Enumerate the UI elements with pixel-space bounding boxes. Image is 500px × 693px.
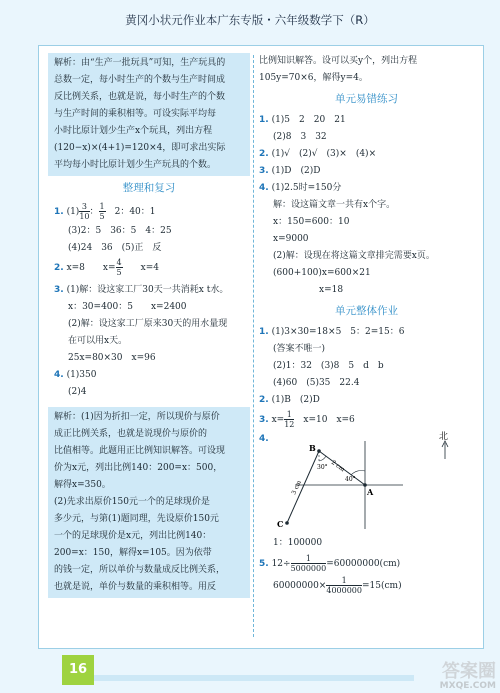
answer-4 — [54, 367, 244, 384]
answer-line: (3)2：5 36：5 4：25 — [68, 226, 172, 236]
answer-3 — [54, 282, 244, 299]
analysis-line: 与生产时间的乘积相等。可设实际平均每 — [54, 109, 217, 119]
analysis-line: (2)先求出原价150元一个的足球现价是 — [54, 497, 210, 507]
answer-4 — [259, 180, 474, 197]
answer-text: =60000000(cm) — [326, 559, 401, 569]
bottom-bar — [94, 675, 414, 681]
answer-text: (1)B (2)D — [271, 395, 320, 405]
answer-text: 12÷ — [271, 559, 291, 569]
section-title-errors: 单元易错练习 — [335, 93, 398, 105]
analysis-line: 平均每小时比原计划少生产玩具的个数。 — [54, 160, 217, 170]
distance-ba: 2 cm — [329, 458, 346, 474]
answer-text: ： — [89, 207, 99, 217]
analysis-box-2 — [48, 407, 250, 598]
fraction: $\frac{1}{4000000}$ — [326, 576, 362, 595]
analysis-line: 一个的足球现价是x元，列出比例140： — [54, 531, 212, 541]
question-number: 3. — [259, 415, 269, 425]
answer-line: (2)1：32 (3)8 5 d b — [273, 361, 384, 371]
angle-30: 30° — [317, 464, 328, 471]
answer-line: (2)8 3 32 — [273, 132, 327, 142]
angle-40: 40° — [345, 476, 356, 483]
answer-line: (4)24 36 (5)正 反 — [68, 243, 162, 253]
point-c — [285, 521, 289, 525]
continued-line: 比例知识解答。设可以买y个，列出方程 — [259, 56, 418, 66]
answer-4-diagram — [259, 431, 474, 553]
answer-text: x=10 x=6 — [294, 415, 355, 425]
point-b — [317, 449, 321, 453]
answer-3 — [259, 409, 474, 431]
watermark-url: MXQE.COM — [439, 681, 496, 691]
question-number: 1. — [54, 207, 64, 217]
fraction: $\frac{1}{12}$ — [284, 410, 295, 429]
answer-1 — [54, 201, 244, 223]
analysis-line: 总数一定，每小时生产的个数与生产时间成 — [54, 75, 226, 85]
answer-line: (600+100)x=600×21 — [273, 268, 371, 278]
label-c: C — [277, 519, 284, 529]
label-b: B — [309, 443, 316, 453]
question-number: 3. — [54, 285, 64, 295]
distance-bc: 3 cm — [290, 479, 303, 496]
analysis-line: 成正比例关系，也就是说现价与原价的 — [54, 429, 208, 439]
answer-text: (1)解：设这家工厂30天一共消耗x t水。 — [66, 285, 229, 295]
analysis-line: 解析：(1)因为折扣一定，所以现价与原价 — [54, 412, 220, 422]
answer-2 — [54, 257, 244, 279]
question-number: 4. — [259, 183, 269, 193]
question-number: 4. — [259, 434, 269, 444]
answer-text: (1)5 2 20 21 — [271, 115, 346, 125]
answer-line: x：150=600：10 — [273, 217, 350, 227]
fraction: $\frac{1}{5000000}$ — [290, 554, 327, 573]
answer-line: (2)解：设现在将这篇文章排完需要x页。 — [273, 251, 435, 261]
watermark-logo — [440, 663, 496, 691]
question-number: 4. — [54, 370, 64, 380]
right-column — [259, 53, 474, 597]
answer-line: 25x=80×30 x=96 — [68, 353, 156, 363]
section-title-unit: 单元整体作业 — [335, 305, 398, 317]
answer-line: 在可以用x天。 — [68, 336, 128, 346]
analysis-line: 的钱一定，所以单价与数量成反比例关系， — [54, 565, 226, 575]
answer-5 — [259, 553, 474, 575]
section-title-review: 整理和复习 — [122, 182, 176, 194]
answer-text: (1)2.5时=150分 — [271, 183, 342, 193]
question-number: 1. — [259, 327, 269, 337]
answer-text: x=8 x= — [66, 263, 116, 273]
answer-text: (1) — [66, 207, 80, 217]
question-number: 1. — [259, 115, 269, 125]
analysis-line: 200=x：150，解得x=105。因为依带 — [54, 548, 212, 558]
answer-text: 60000000× — [273, 581, 327, 591]
watermark-text: 答案圈 — [442, 661, 496, 682]
fraction: $\frac{4}{5}$ — [116, 258, 122, 277]
angle-arc-b — [319, 456, 326, 461]
fraction: $\frac{3}{10}$ — [79, 202, 90, 221]
analysis-line: 多少元，与第(1)题同理，先设原价150元 — [54, 514, 219, 524]
answer-text: (1)350 — [66, 370, 97, 380]
question-number: 2. — [259, 149, 269, 159]
page-header: 黄冈小状元作业本广东专版・六年级数学下（R） — [125, 13, 375, 27]
north-label: 北 — [439, 432, 449, 442]
column-divider — [253, 55, 254, 637]
analysis-line: 解得x=350。 — [54, 480, 111, 490]
answer-line: x=9000 — [273, 234, 309, 244]
analysis-line: 价为x元，列出比例140：200=x：500， — [54, 463, 223, 473]
answer-text: (1)3×30=18×5 5：2=15：6 — [271, 327, 405, 337]
segment-bc — [287, 451, 319, 523]
answer-text: (1)D (2)D — [271, 166, 321, 176]
fraction: $\frac{1}{5}$ — [99, 202, 105, 221]
analysis-line: 比值相等。此题用正比例知识解答。可设现 — [54, 446, 226, 456]
question-number: 2. — [54, 263, 64, 273]
answer-text: x= — [271, 415, 285, 425]
answer-text: 2：40：1 — [105, 207, 156, 217]
answer-3 — [259, 163, 474, 180]
angle-arc-a — [351, 470, 365, 475]
answer-2 — [259, 146, 474, 163]
left-column — [54, 53, 244, 598]
answer-text: (1)√ (2)√ (3)× (4)× — [271, 149, 377, 159]
answer-line: (2)4 — [68, 387, 87, 397]
analysis-box-1 — [48, 53, 250, 176]
answer-line: x=18 — [319, 285, 344, 295]
answer-text: =15(cm) — [362, 581, 402, 591]
answer-line: (答案不唯一) — [273, 344, 326, 354]
analysis-line: 反比例关系，也就是说，每小时生产的个数 — [54, 92, 226, 102]
answer-1 — [259, 112, 474, 129]
scale-label: 1：100000 — [273, 538, 323, 548]
label-a: A — [367, 487, 374, 497]
answer-line: (4)60 (5)35 22.4 — [273, 378, 360, 388]
answer-line: (2)解：设这家工厂原来30天的用水量现 — [68, 319, 228, 329]
answer-1 — [259, 324, 474, 341]
question-number: 5. — [259, 559, 269, 569]
analysis-line: 也就是说，单价与数量的乘积相等。用反 — [54, 582, 217, 592]
answer-line: x：30=400：5 x=2400 — [68, 302, 187, 312]
analysis-line: 解析：由“生产一批玩具”可知，生产玩具的 — [54, 58, 226, 68]
question-number: 2. — [259, 395, 269, 405]
continued-line: 105y=70×6，解得y=4。 — [259, 73, 368, 83]
answer-line: 解：设这篇文章一共有x个字。 — [273, 200, 396, 210]
page-number: 16 — [68, 662, 88, 677]
analysis-line: 小时比原计划少生产x个玩具，列出方程 — [54, 126, 213, 136]
question-number: 3. — [259, 166, 269, 176]
answer-line — [259, 575, 474, 597]
answer-text: x=4 — [122, 263, 159, 273]
analysis-line: (120−x)×(4+1)=120×4，即可求出实际 — [54, 143, 226, 153]
answer-2 — [259, 392, 474, 409]
